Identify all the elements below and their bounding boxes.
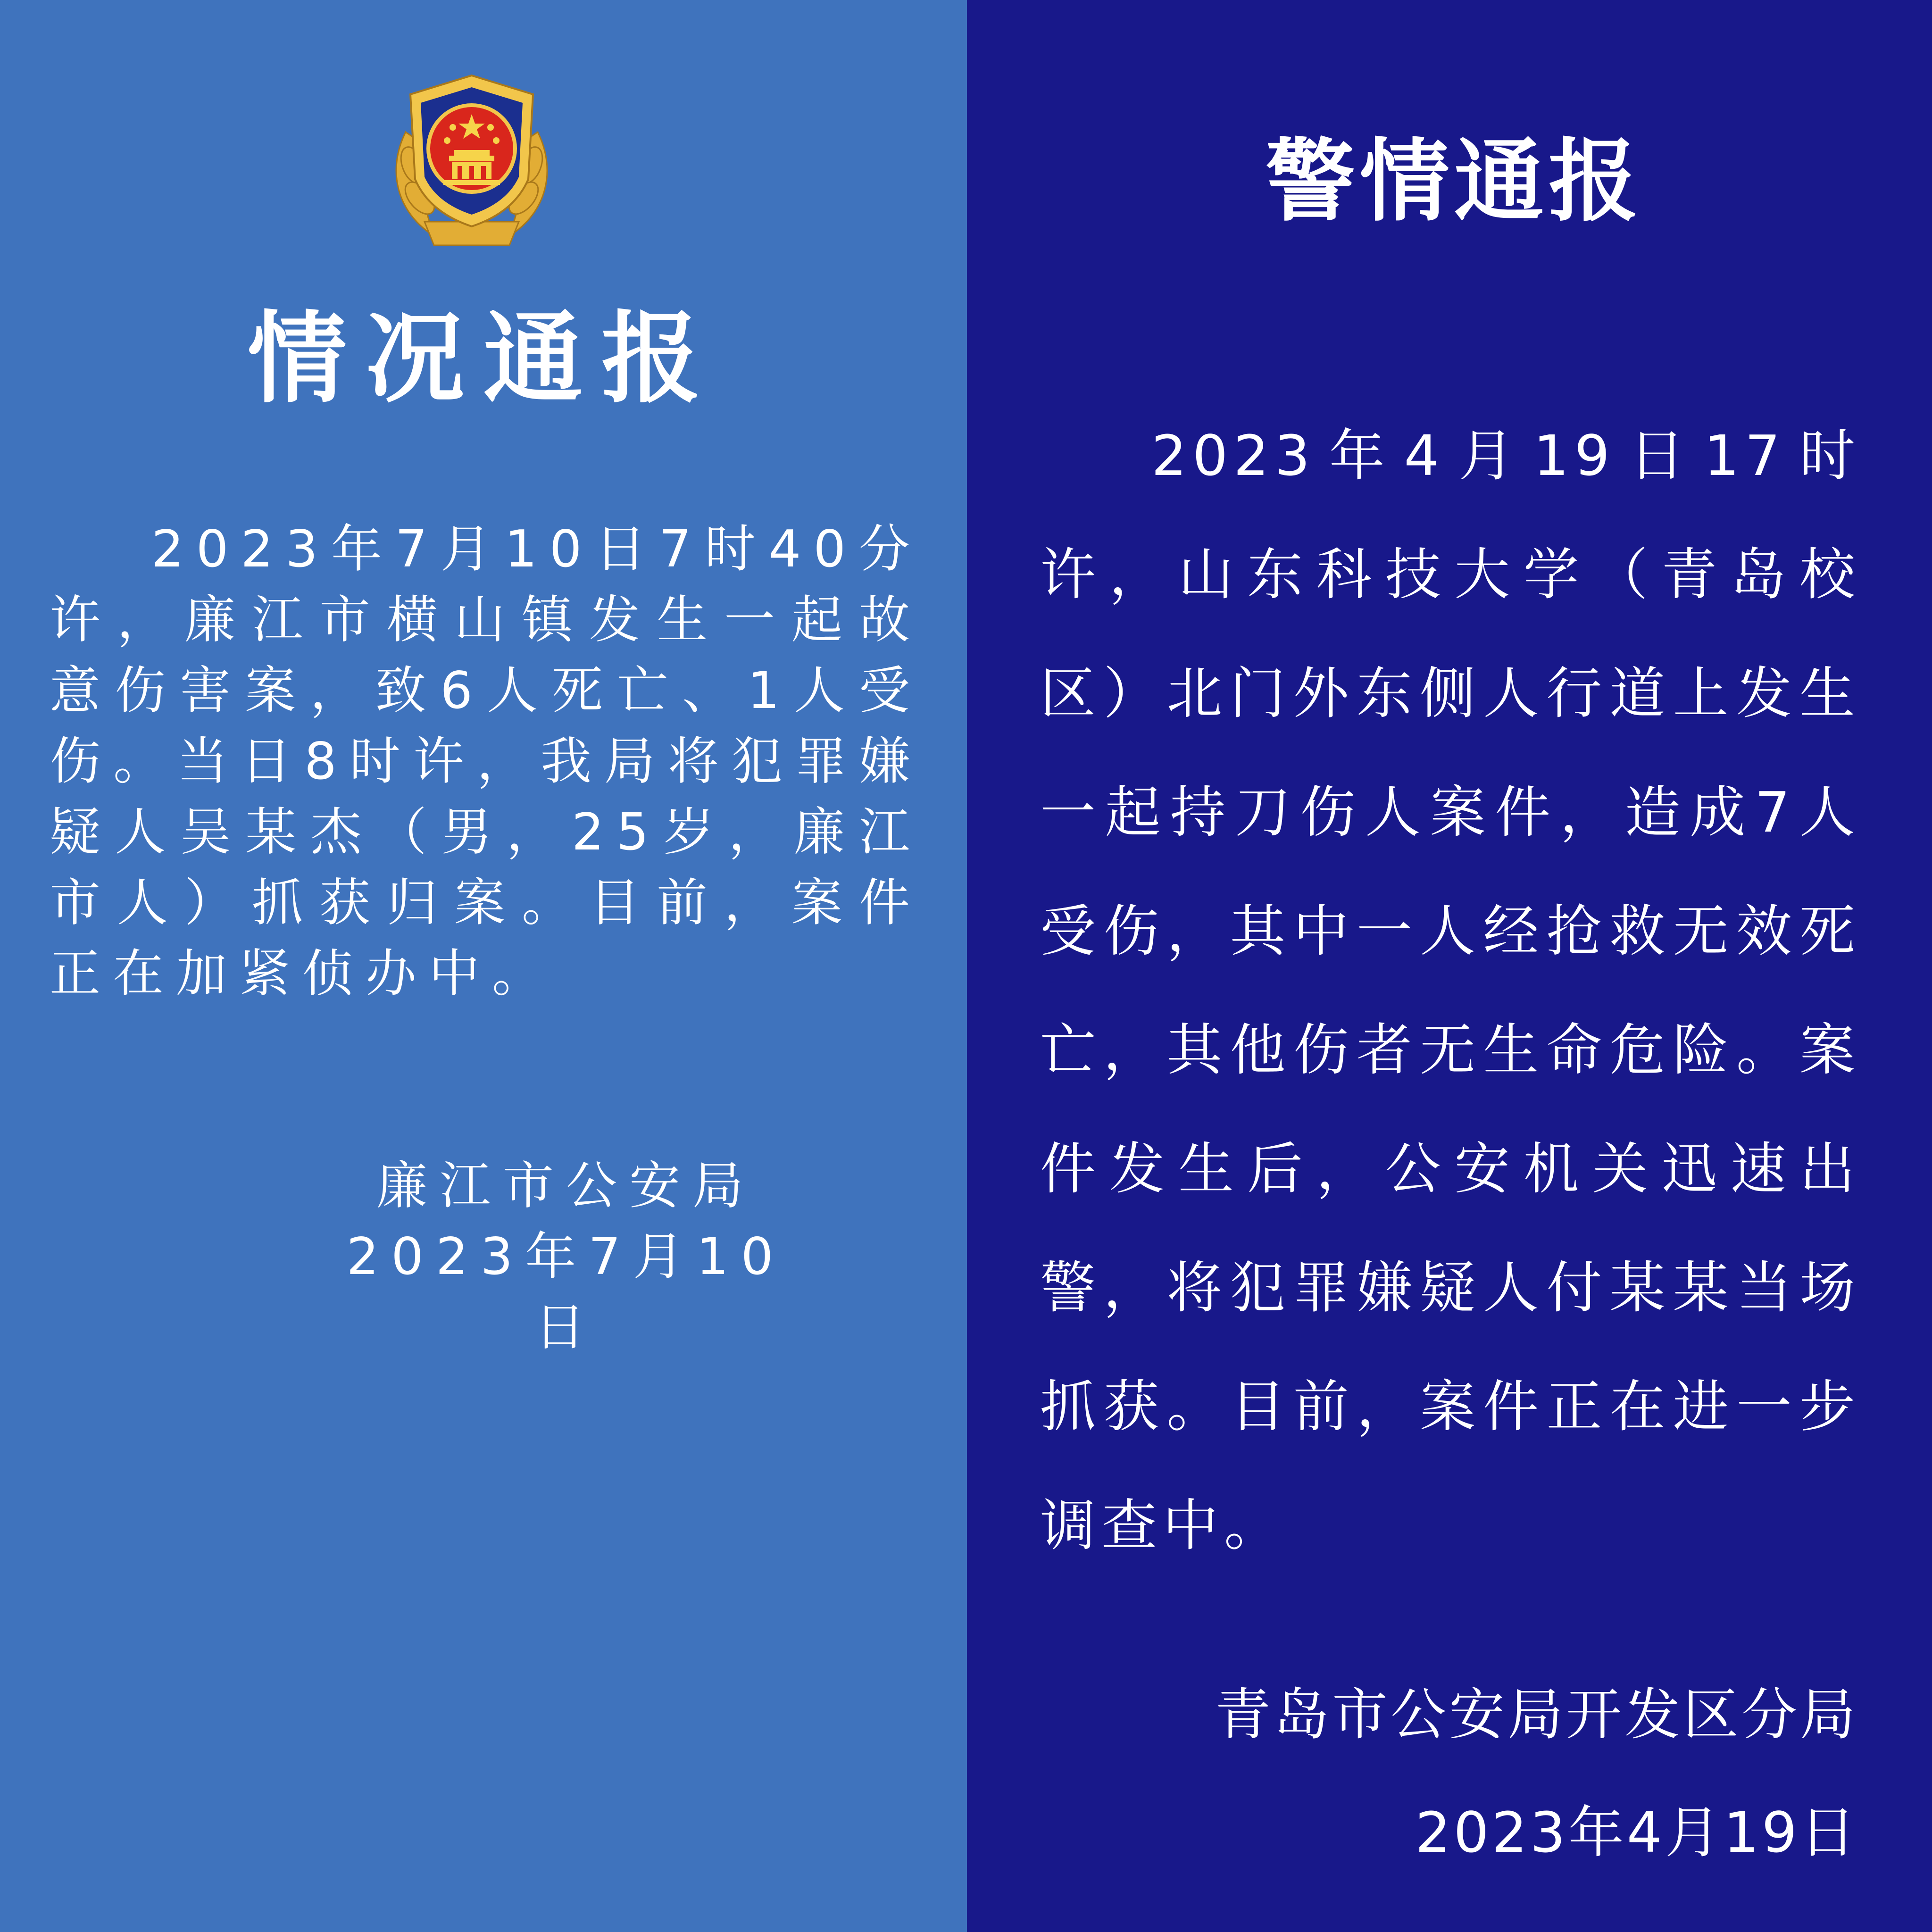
right-title [967, 127, 1932, 236]
left-signature [330, 1151, 802, 1363]
left-date: 2023年7月10日 [346, 1227, 786, 1357]
right-issuer: 青岛市公安局开发区分局 [1215, 1682, 1858, 1747]
right-title-text: 警情通报 [1265, 129, 1643, 233]
right-body-text: 2023年4月19日17时许，山东科技大学（青岛校区）北门外东侧人行道上发生一起持刀伤人案件，造成7人受伤，其中一人经抢救无效死亡，其他伤者无生命危险。案件发生后，公安机关迅速出警，将犯罪嫌疑人付某某当场抓获。目前，案件正在进一步调查中。 [1040, 423, 1861, 1558]
right-date: 2023年4月19日 [1415, 1800, 1858, 1865]
police-emblem-icon [373, 61, 571, 259]
left-title: 情况通报 [247, 300, 719, 416]
left-issuer: 廉江市公安局 [376, 1157, 756, 1216]
left-body-text: 2023年7月10日7时40分许，廉江市横山镇发生一起故意伤害案，致6人死亡、1人受伤。当日8时许，我局将犯罪嫌疑人吴某杰（男，25岁，廉江市人）抓获归案。目前，案件正在加紧侦办中。 [50, 520, 922, 1003]
